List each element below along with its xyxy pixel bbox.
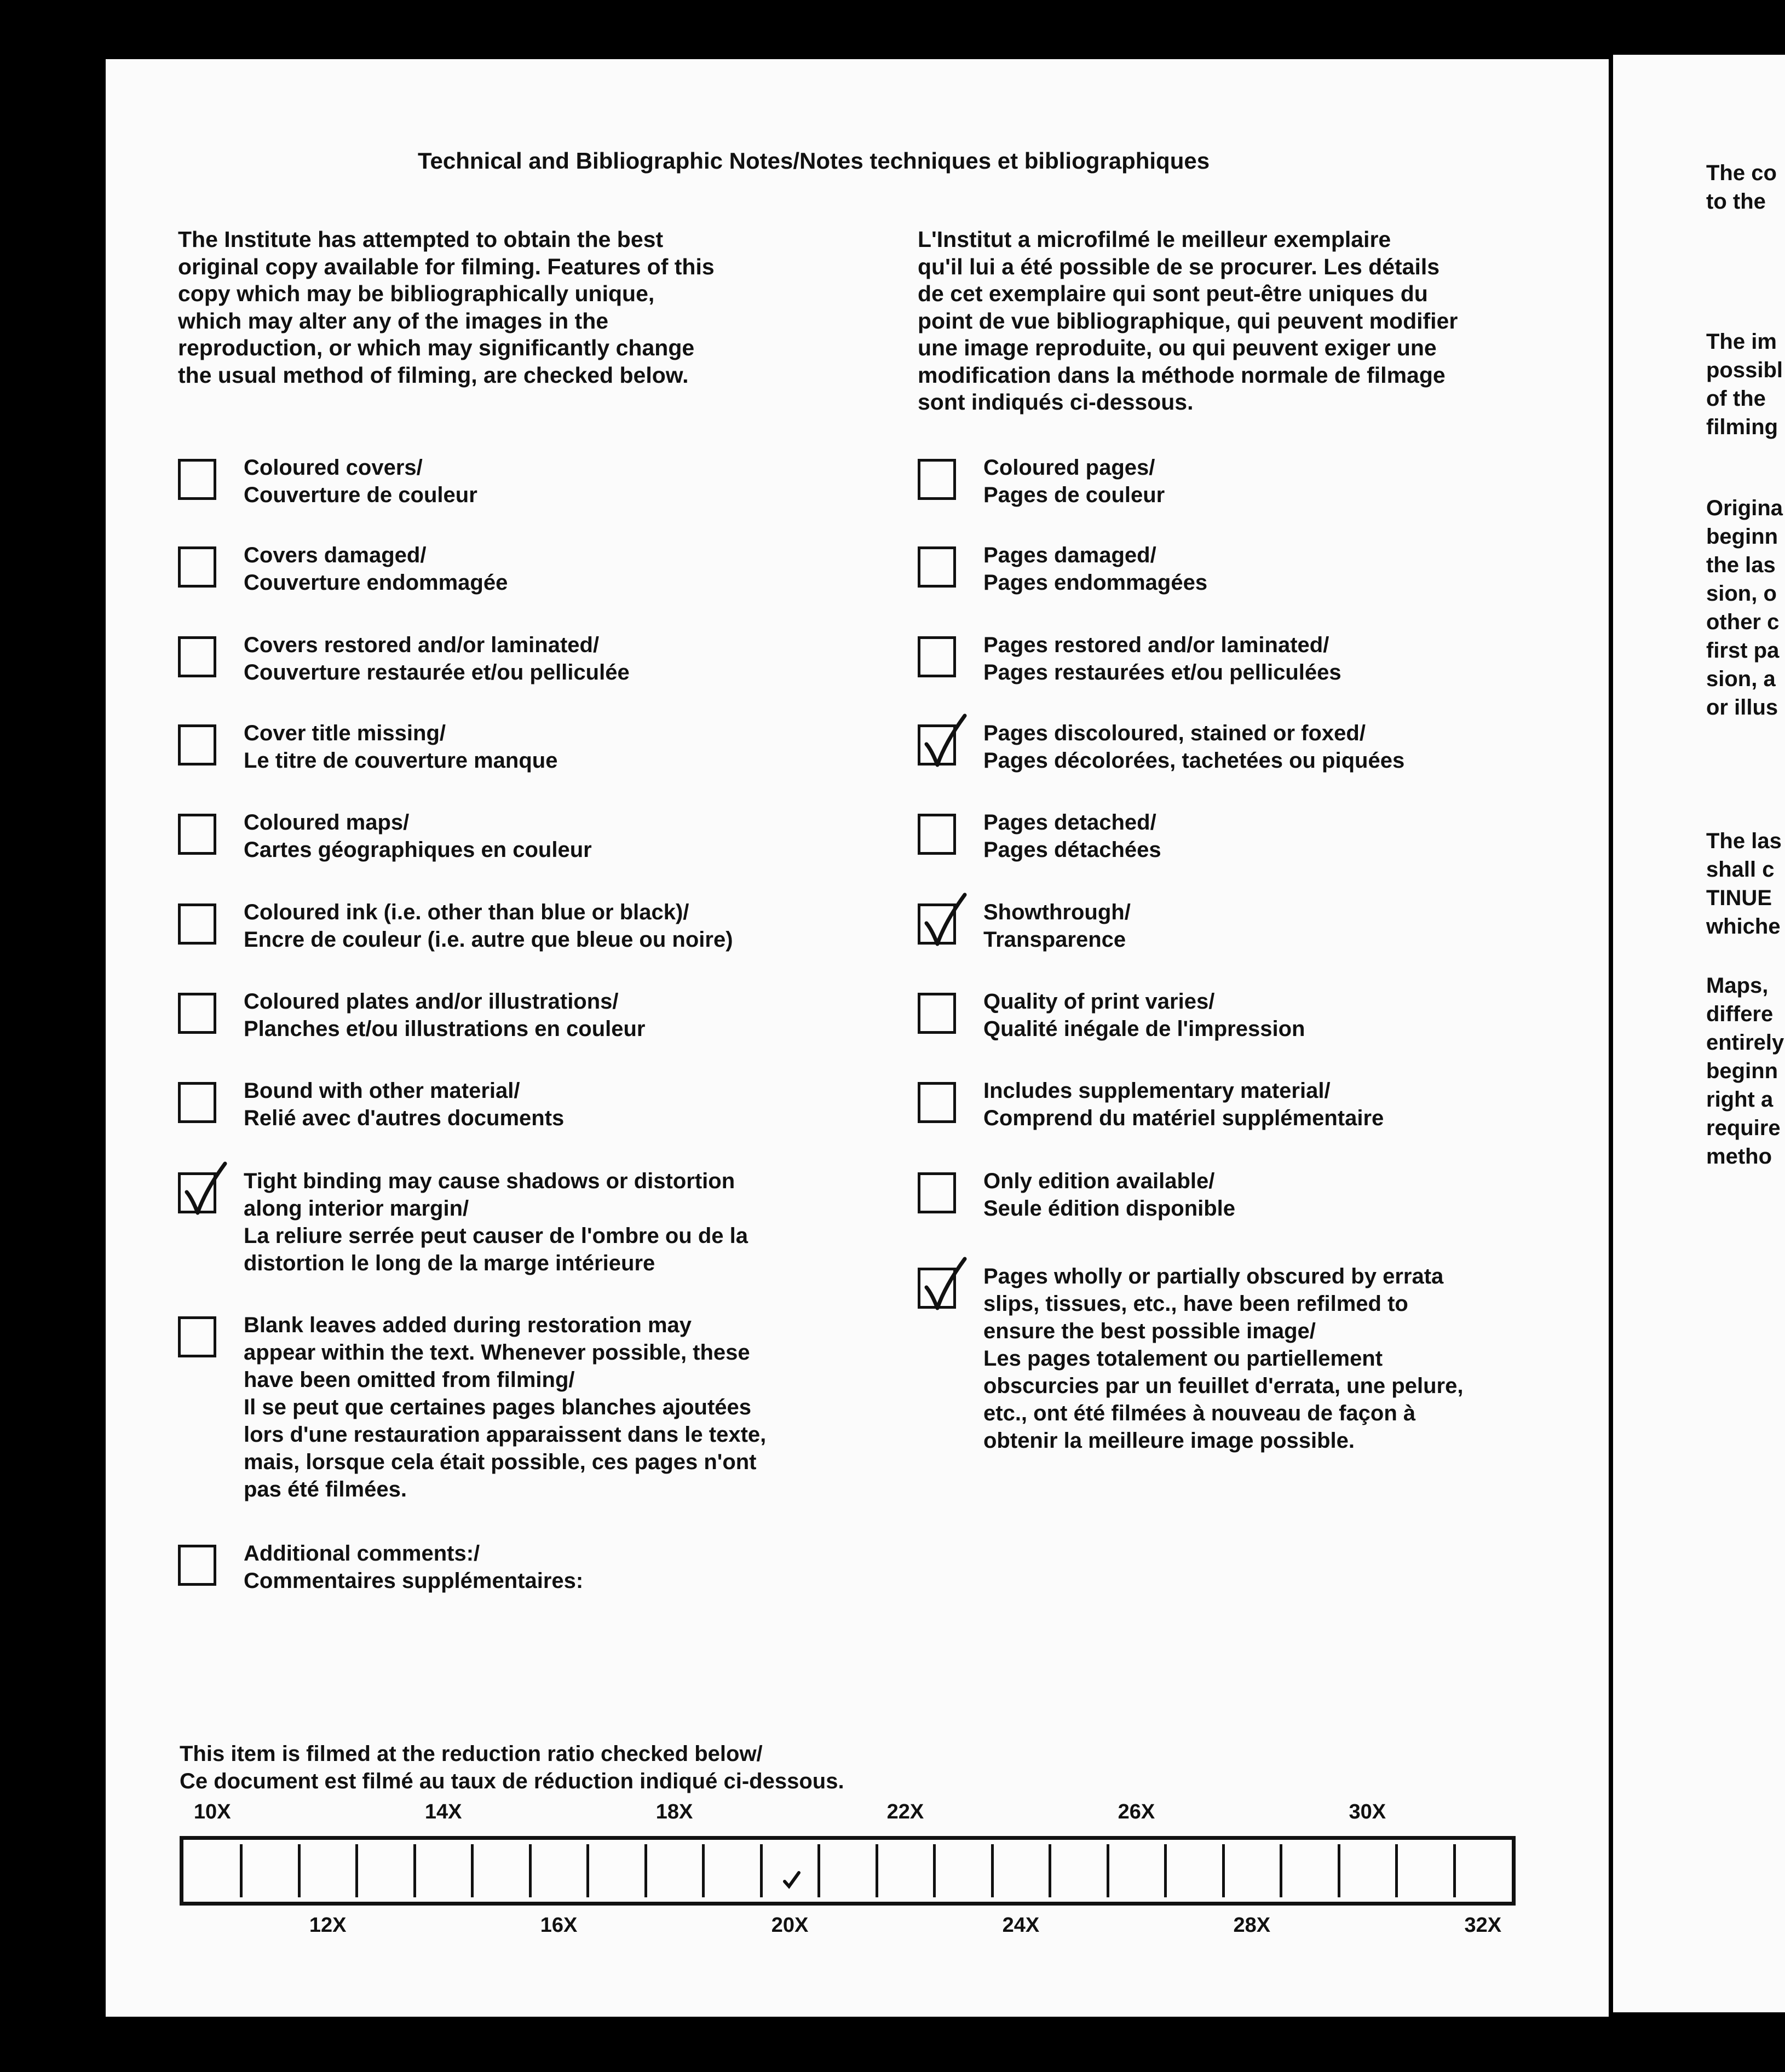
ratio-cell-divider: [355, 1844, 358, 1897]
fragment-line: the las: [1706, 553, 1776, 577]
checkbox[interactable]: [178, 546, 216, 588]
checklist-item-label: [244, 454, 884, 509]
label-line: Couverture restaurée et/ou pelliculée: [244, 660, 630, 684]
fragment-line: The im: [1706, 330, 1777, 354]
label-line: obscurcies par un feuillet d'errata, une pelure,: [983, 1374, 1464, 1398]
label-line: Blank leaves added during restoration may: [244, 1313, 692, 1337]
handwritten-check-icon: [919, 1256, 968, 1316]
checkbox[interactable]: [178, 1545, 216, 1586]
label-line: Includes supplementary material/: [983, 1079, 1331, 1103]
label-line: Encre de couleur (i.e. autre que bleue ou noire): [244, 928, 733, 952]
ratio-cell-divider: [471, 1844, 474, 1897]
fragment-line: differe: [1706, 1002, 1774, 1026]
ratio-label: 16X: [540, 1914, 578, 1937]
ratio-cell-divider: [240, 1844, 243, 1897]
checkbox[interactable]: [178, 903, 216, 945]
checklist-item-label: [983, 988, 1624, 1043]
fragment-line: to the: [1706, 189, 1766, 214]
ratio-label: 24X: [1002, 1914, 1040, 1937]
ratio-cell-divider: [991, 1844, 994, 1897]
label-line: Showthrough/: [983, 900, 1131, 924]
ratio-cell-divider: [1338, 1844, 1340, 1897]
label-line: distortion le long de la marge intérieure: [244, 1251, 655, 1275]
label-line: Pages décolorées, tachetées ou piquées: [983, 749, 1405, 773]
ratio-cell-divider: [760, 1844, 763, 1897]
label-line: along interior margin/: [244, 1196, 469, 1221]
ratio-label: 28X: [1233, 1914, 1271, 1937]
label-line: Additional comments:/: [244, 1541, 480, 1565]
label-line: Relié avec d'autres documents: [244, 1106, 565, 1130]
checkbox[interactable]: [178, 993, 216, 1034]
checklist-item-label: [244, 899, 884, 953]
label-line: Pages discoloured, stained or foxed/: [983, 721, 1366, 745]
checklist-item-label: [244, 1311, 884, 1503]
fragment-line: filming: [1706, 415, 1778, 439]
label-line: Pages restored and/or laminated/: [983, 633, 1329, 657]
label-line: Coloured ink (i.e. other than blue or black)/: [244, 900, 689, 924]
checkbox[interactable]: [918, 1172, 956, 1213]
label-line: Commentaires supplémentaires:: [244, 1569, 584, 1593]
checkbox[interactable]: [918, 636, 956, 677]
checkbox[interactable]: [918, 546, 956, 588]
label-line: Pages detached/: [983, 810, 1156, 834]
label-line: pas été filmées.: [244, 1477, 407, 1501]
ratio-cell-divider: [817, 1844, 820, 1897]
checkbox[interactable]: [918, 1082, 956, 1123]
label-line: Couverture endommagée: [244, 571, 508, 595]
fragment-line: The las: [1706, 829, 1782, 853]
ratio-cell-divider: [1049, 1844, 1051, 1897]
label-line: Pages détachées: [983, 838, 1161, 862]
handwritten-check-icon: [919, 712, 968, 773]
checklist-item-label: [983, 720, 1624, 774]
label-line: Pages damaged/: [983, 543, 1156, 567]
ratio-cell-divider: [1395, 1844, 1398, 1897]
label-line: appear within the text. Whenever possible, these: [244, 1340, 750, 1365]
checklist-item-label: [983, 1263, 1624, 1454]
checklist-item-label: [983, 899, 1624, 953]
ratio-cell-divider: [1107, 1844, 1109, 1897]
checklist-item-label: [983, 542, 1624, 596]
label-line: Bound with other material/: [244, 1079, 520, 1103]
label-line: La reliure serrée peut causer de l'ombre ou de la: [244, 1224, 748, 1248]
label-line: Cover title missing/: [244, 721, 446, 745]
checkbox[interactable]: [178, 1082, 216, 1123]
ratio-label: 14X: [424, 1800, 462, 1823]
checkbox[interactable]: [178, 814, 216, 855]
handwritten-check-icon: [919, 891, 968, 952]
label-line: obtenir la meilleure image possible.: [983, 1429, 1355, 1453]
fragment-line: or illus: [1706, 695, 1778, 720]
page-title: Technical and Bibliographic Notes/Notes techniques et bibliographiques: [418, 148, 1210, 174]
ratio-cell-divider: [1453, 1844, 1456, 1897]
reduction-note-fr: Ce document est filmé au taux de réduction indiqué ci-dessous.: [180, 1769, 844, 1793]
checkbox[interactable]: [918, 459, 956, 500]
ratio-cell-divider: [702, 1844, 705, 1897]
label-line: Pages endommagées: [983, 571, 1208, 595]
label-line: slips, tissues, etc., have been refilmed to: [983, 1292, 1408, 1316]
ratio-cell-divider: [413, 1844, 416, 1897]
reduction-ratio-bar: [180, 1836, 1516, 1906]
ratio-label: 18X: [655, 1800, 693, 1823]
label-line: Quality of print varies/: [983, 989, 1215, 1014]
fragment-line: possibl: [1706, 358, 1783, 382]
fragment-line: beginn: [1706, 1059, 1778, 1083]
fragment-line: first pa: [1706, 638, 1780, 663]
checklist-item-label: [244, 631, 884, 686]
ratio-cell-divider: [644, 1844, 647, 1897]
checklist-item-label: [983, 1077, 1624, 1132]
label-line: ensure the best possible image/: [983, 1319, 1316, 1343]
ratio-label: 30X: [1349, 1800, 1386, 1823]
document-page: [106, 59, 1609, 2017]
intro-english: [178, 226, 835, 389]
label-line: Comprend du matériel supplémentaire: [983, 1106, 1384, 1130]
fragment-line: other c: [1706, 610, 1780, 634]
fragment-line: shall c: [1706, 857, 1775, 882]
ratio-label: 26X: [1118, 1800, 1155, 1823]
ratio-label: 12X: [309, 1914, 347, 1937]
ratio-cell-divider: [1222, 1844, 1225, 1897]
ratio-label: 10X: [193, 1800, 231, 1823]
ratio-cell-divider: [1164, 1844, 1167, 1897]
label-line: Tight binding may cause shadows or distortion: [244, 1169, 735, 1193]
fragment-line: right a: [1706, 1087, 1774, 1112]
label-line: Covers damaged/: [244, 543, 427, 567]
fragment-line: require: [1706, 1116, 1781, 1140]
label-line: etc., ont été filmées à nouveau de façon à: [983, 1401, 1416, 1425]
label-line: Only edition available/: [983, 1169, 1215, 1193]
fragment-line: of the: [1706, 387, 1766, 411]
label-line: have been omitted from filming/: [244, 1368, 575, 1392]
checkbox[interactable]: [178, 459, 216, 500]
fragment-line: sion, o: [1706, 582, 1777, 606]
label-line: Coloured plates and/or illustrations/: [244, 989, 619, 1014]
label-line: Le titre de couverture manque: [244, 749, 558, 773]
label-line: mais, lorsque cela était possible, ces pages n'ont: [244, 1450, 757, 1474]
label-line: Il se peut que certaines pages blanches ajoutées: [244, 1395, 752, 1419]
ratio-cell-divider: [529, 1844, 532, 1897]
ratio-cell-divider: [1280, 1844, 1282, 1897]
checklist-item-label: [244, 988, 884, 1043]
checkbox[interactable]: [178, 1316, 216, 1357]
checklist-item-label: [244, 720, 884, 774]
label-line: Seule édition disponible: [983, 1196, 1236, 1221]
checklist-item-label: [244, 1540, 884, 1595]
checklist-item-label: [983, 631, 1624, 686]
ratio-label: 22X: [886, 1800, 924, 1823]
checkbox[interactable]: [178, 636, 216, 677]
checklist-item-label: [244, 809, 884, 864]
reduction-ratio-note: [180, 1740, 844, 1795]
label-line: Cartes géographiques en couleur: [244, 838, 592, 862]
label-line: Pages wholly or partially obscured by errata: [983, 1264, 1444, 1288]
ratio-label: 20X: [771, 1914, 809, 1937]
fragment-line: sion, a: [1706, 667, 1776, 691]
label-line: Planches et/ou illustrations en couleur: [244, 1017, 646, 1041]
checklist-item-label: [244, 1077, 884, 1132]
fragment-line: metho: [1706, 1144, 1772, 1169]
label-line: Pages restaurées et/ou pelliculées: [983, 660, 1341, 684]
checkbox[interactable]: [918, 993, 956, 1034]
fragment-line: TINUE: [1706, 886, 1772, 910]
checklist-item-label: [983, 809, 1624, 864]
label-line: Transparence: [983, 928, 1126, 952]
handwritten-check-icon: [179, 1160, 228, 1221]
label-line: Coloured pages/: [983, 456, 1155, 480]
fragment-line: entirely: [1706, 1031, 1784, 1055]
intro-french: [918, 226, 1575, 416]
fragment-line: whiche: [1706, 914, 1781, 939]
fragment-line: Maps,: [1706, 974, 1769, 998]
fragment-line: Origina: [1706, 496, 1783, 520]
ratio-label: 32X: [1464, 1914, 1502, 1937]
checkbox[interactable]: [918, 814, 956, 855]
adjacent-page-fragment: [1613, 55, 1785, 2012]
label-line: Covers restored and/or laminated/: [244, 633, 600, 657]
ratio-cell-divider: [876, 1844, 878, 1897]
fragment-line: beginn: [1706, 525, 1778, 549]
checklist-item-label: [244, 542, 884, 596]
label-line: Coloured maps/: [244, 810, 410, 834]
label-line: Pages de couleur: [983, 483, 1165, 507]
label-line: Couverture de couleur: [244, 483, 477, 507]
reduction-note-en: This item is filmed at the reduction ratio checked below/: [180, 1742, 763, 1766]
ratio-cell-divider: [933, 1844, 936, 1897]
label-line: Coloured covers/: [244, 456, 423, 480]
ratio-cell-divider: [586, 1844, 589, 1897]
intro-english-text: The Institute has attempted to obtain the best original copy available for filming. Features of this copy which may be bibliographically unique, which may alter any of the images in the reproduction, or which may significantly change the usual method of filming, are checked below.: [178, 227, 715, 388]
checklist-item-label: [983, 454, 1624, 509]
ratio-cell-divider: [298, 1844, 301, 1897]
checkbox[interactable]: [178, 724, 216, 766]
label-line: lors d'une restauration apparaissent dans le texte,: [244, 1423, 767, 1447]
ratio-check-icon: [781, 1868, 803, 1890]
label-line: Les pages totalement ou partiellement: [983, 1346, 1383, 1371]
fragment-line: The co: [1706, 161, 1777, 185]
label-line: Qualité inégale de l'impression: [983, 1017, 1305, 1041]
checklist-item-label: [244, 1167, 884, 1277]
checklist-item-label: [983, 1167, 1624, 1222]
intro-french-text: L'Institut a microfilmé le meilleur exemplaire qu'il lui a été possible de se procurer. Les détails de cet exemplaire qui sont peut-être uniques du point de vue bibliographique, qui peuvent modifier une image reproduite, ou qui peuvent exiger une modification dans la méthode normale de filmage sont indiqués ci-dessous.: [918, 227, 1458, 415]
